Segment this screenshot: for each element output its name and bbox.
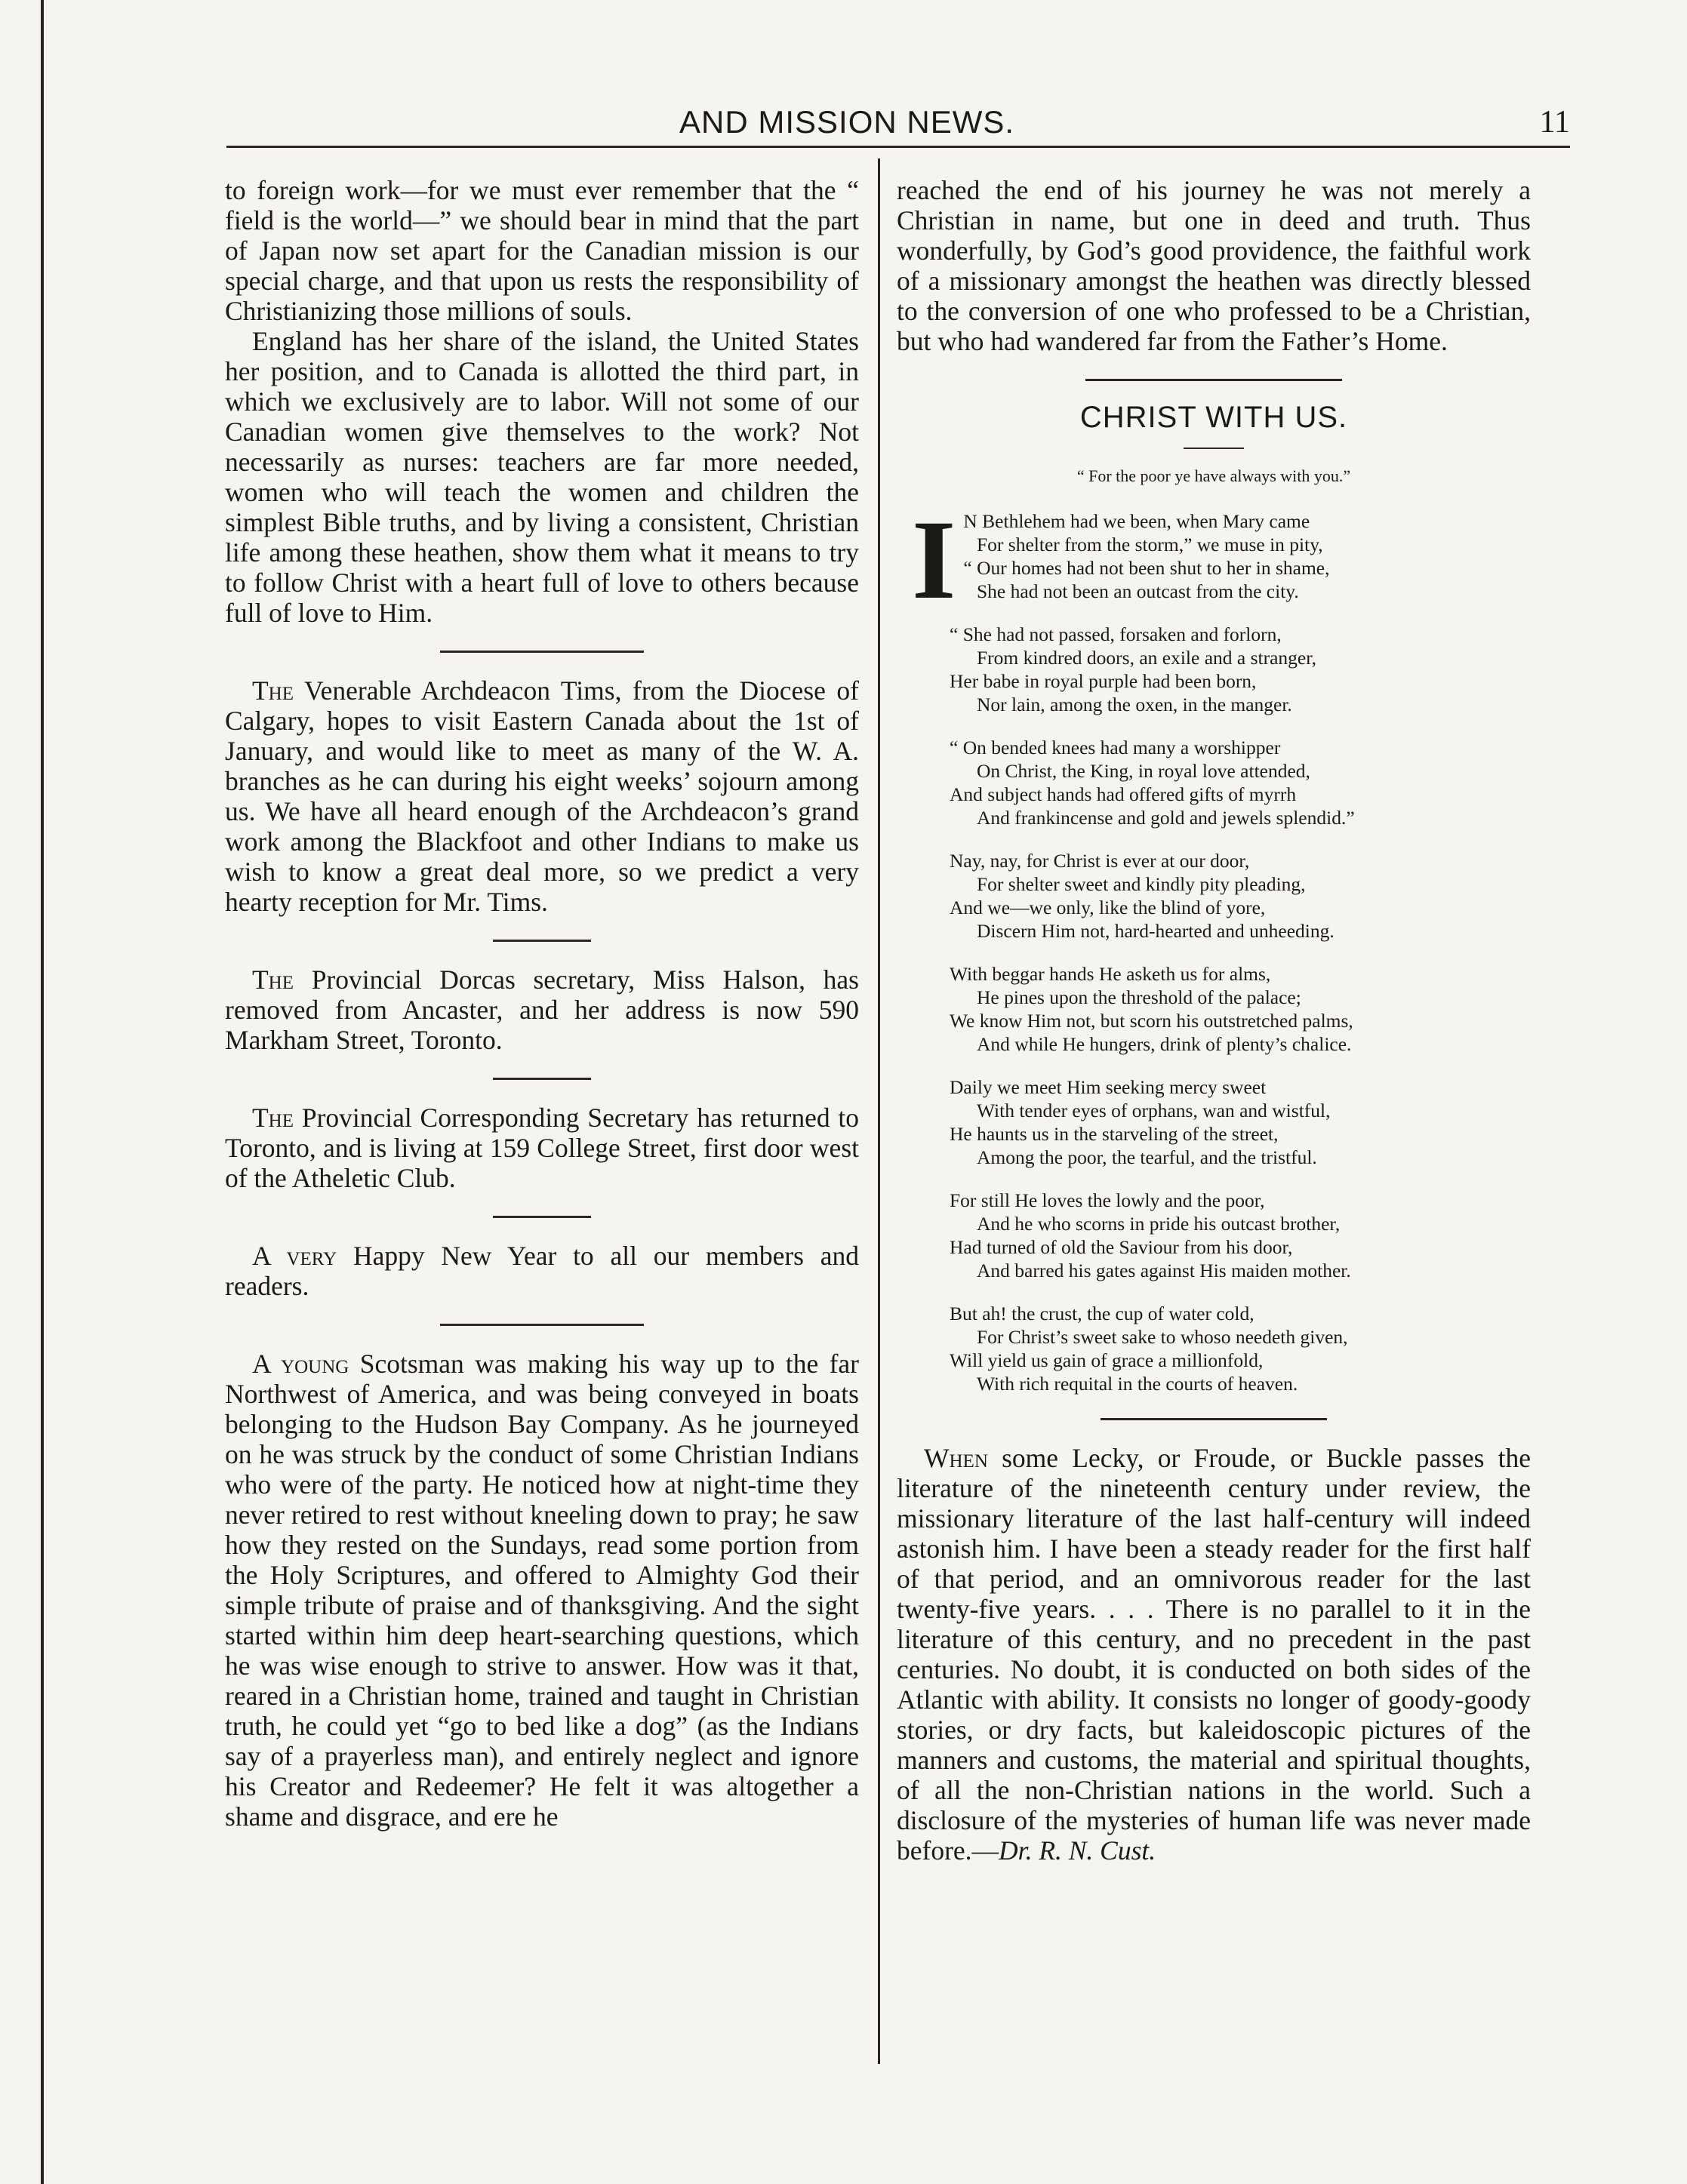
poem-line: And subject hands had offered gifts of myrrh: [950, 783, 1297, 805]
poem-line: He haunts us in the starveling of the street,: [950, 1123, 1279, 1145]
poem-line: For shelter from the storm,” we muse in pity,: [977, 534, 1323, 555]
poem-line: But ah! the crust, the cup of water cold,: [950, 1303, 1254, 1324]
poem-line: Will yield us gain of grace a millionfold,: [950, 1349, 1264, 1371]
paragraph-text: Provincial Dorcas secretary, Miss Halson, has removed from Ancaster, and her address is now 590 Markham Street, Toronto.: [225, 964, 859, 1055]
poem-line: With beggar hands He asketh us for alms,: [950, 963, 1271, 985]
poem-line: With rich requital in the courts of heaven.: [977, 1373, 1298, 1395]
poem-line: Her babe in royal purple had been born,: [950, 670, 1257, 692]
paragraph-new-year: [225, 1241, 859, 1301]
poem-line: Among the poor, the tearful, and the tristful.: [977, 1146, 1317, 1168]
poem-title: CHRIST WITH US.: [1079, 401, 1348, 434]
title-rule: [1184, 448, 1244, 449]
paragraph-text: Happy New Year to all our members and readers.: [225, 1241, 860, 1301]
poem-line: N Bethlehem had we been, when Mary came: [963, 510, 1310, 532]
poem-line: On Christ, the King, in royal love attended,: [977, 760, 1310, 782]
section-rule: [1085, 379, 1342, 381]
poem-line: Nay, nay, for Christ is ever at our door,: [950, 850, 1250, 872]
paragraph-dorcas-secretary: [225, 964, 859, 1055]
drop-cap: I: [912, 497, 956, 623]
column-divider: [878, 158, 880, 2064]
page-header: [226, 104, 1570, 142]
section-rule: [493, 1216, 591, 1218]
paragraph-corresponding-secretary: [225, 1103, 859, 1193]
lead-words: The: [252, 675, 294, 706]
poem-line: He pines upon the threshold of the palace;: [977, 986, 1301, 1008]
poem-line: And he who scorns in pride his outcast brother,: [977, 1213, 1341, 1235]
section-rule: [440, 651, 644, 653]
paragraph-text: some Lecky, or Froude, or Buckle passes the literature of the nineteenth century under review, the missionary literature of the last half-century will indeed astonish him. I have been a steady reader for the first half of that period, and an omnivorous reader for the last twenty-five years. . . . There is no parallel to it in the literature of this century, and no precedent in the past centuries. No doubt, it is conducted on both sides of the Atlantic with ability. It consists no longer of goody-goody stories, or dry facts, but kaleidoscopic pictures of the manners and customs, the material and spiritual thoughts, of all the non-Christian nations in the world. Such a disclosure of the mysteries of human life was never made before.—: [897, 1443, 1531, 1866]
poem-line: With tender eyes of orphans, wan and wistful,: [977, 1100, 1331, 1121]
poem-stanza-1: [912, 497, 1531, 623]
poem-stanza-8: [950, 1302, 1531, 1395]
paragraph-text: Venerable Archdeacon Tims, from the Diocese of Calgary, hopes to visit Eastern Canada about the 1st of January, and would like to meet as many of the W. A. branches as he can during his eight weeks’ sojourn among us. We have all heard enough of the Archdeacon’s grand work among the Blackfoot and other Indians to make us wish to know a great deal more, so we predict a very hearty reception for Mr. Tims.: [225, 675, 859, 917]
poem-stanza-5: [950, 962, 1531, 1056]
poem-line: And while He hungers, drink of plenty’s chalice.: [977, 1033, 1352, 1055]
poem-line: We know Him not, but scorn his outstretched palms,: [950, 1010, 1353, 1032]
right-column: [897, 175, 1531, 1866]
poem-stanza-7: [950, 1189, 1531, 1282]
paragraph-missionary-literature: [897, 1443, 1531, 1866]
poem-line: She had not been an outcast from the city.: [977, 580, 1299, 602]
section-rule: [493, 940, 591, 942]
paragraph-young-scotsman: [225, 1349, 859, 1832]
lead-words: The: [252, 1103, 294, 1133]
poem-line: For still He loves the lowly and the poor,: [950, 1189, 1265, 1211]
paragraph-archdeacon-tims: [225, 675, 859, 917]
poem-line: And barred his gates against His maiden mother.: [977, 1260, 1351, 1281]
poem-line: “ She had not passed, forsaken and forlorn,: [950, 623, 1282, 645]
poem-line: For Christ’s sweet sake to whoso needeth given,: [977, 1326, 1348, 1348]
paragraph-text: Provincial Corresponding Secretary has returned to Toronto, and is living at 159 College Street, first door west of the Atheletic Club.: [225, 1103, 860, 1193]
poem-line: And we—we only, like the blind of yore,: [950, 897, 1266, 918]
left-column: [225, 175, 859, 1832]
poem-line: Had turned of old the Saviour from his door,: [950, 1236, 1293, 1258]
poem-line: And frankincense and gold and jewels splendid.”: [977, 807, 1355, 829]
poem-line: From kindred doors, an exile and a stranger,: [977, 647, 1317, 669]
paragraph-text: Scotsman was making his way up to the far Northwest of America, and was being conveyed in boats belonging to the Hudson Bay Company. As he journeyed on he was struck by the conduct of some Christian Indians who were of the party. He noticed how at night-time they never retired to rest without kneeling down to pray; he saw how they rested on the Sundays, read some portion from the Holy Scriptures, and offered to Almighty God their simple tribute of praise and of thanksgiving. And the sight started within him deep heart-searching questions, which he was wise enough to strive to answer. How was it that, reared in a Christian home, trained and taught in Christian truth, he could yet “go to bed like a dog” (as the Indians say of a prayerless man), and entirely neglect and ignore his Creator and Redeemer? He felt it was altogether a shame and disgrace, and ere he: [225, 1349, 860, 1832]
poem-stanza-3: [950, 736, 1531, 829]
poem-line: Daily we meet Him seeking mercy sweet: [950, 1076, 1267, 1098]
header-rule: [226, 146, 1570, 148]
section-rule: [493, 1078, 591, 1080]
poem-line: For shelter sweet and kindly pity pleading,: [977, 873, 1306, 895]
page-number: 11: [1539, 105, 1570, 140]
section-rule: [440, 1324, 644, 1326]
poem-line: Discern Him not, hard-hearted and unheeding.: [977, 920, 1335, 942]
paragraph-journey-end: reached the end of his journey he was not merely a Christian in name, but one in deed and truth. Thus wonderfully, by God’s good providence, the faithful work of a missionary amongst the heathen was directly blessed to the conversion of one who professed to be a Christian, but who had wandered far from the Father’s Home.: [897, 175, 1531, 356]
paragraph-foreign-work: to foreign work—for we must ever remember that the “ field is the world—” we should bear in mind that the part of Japan now set apart for the Canadian mission is our special charge, and that upon us rests the responsibility of Christianizing those millions of souls.: [225, 175, 859, 326]
poem-stanza-6: [950, 1075, 1531, 1169]
poem-line: Nor lain, among the oxen, in the manger.: [977, 694, 1292, 715]
section-rule: [1101, 1418, 1327, 1420]
poem-stanza-4: [950, 849, 1531, 943]
running-head: AND MISSION NEWS.: [679, 104, 1015, 140]
poem-stanza-2: [950, 623, 1531, 716]
lead-words: A young: [252, 1349, 349, 1379]
signature: Dr. R. N. Cust.: [999, 1835, 1156, 1866]
lead-words: When: [924, 1443, 988, 1473]
poem-epigraph: “ For the poor ye have always with you.”: [1076, 466, 1351, 485]
lead-words: The: [252, 964, 294, 995]
poem-line: “ On bended knees had many a worshipper: [950, 737, 1281, 758]
page-edge-line: [41, 0, 44, 2184]
poem-line: “ Our homes had not been shut to her in shame,: [963, 557, 1330, 579]
paragraph-england: England has her share of the island, the United States her position, and to Canada is allotted the third part, in which we exclusively are to labor. Will not some of our Canadian women give themselves to the work? Not necessarily as nurses: teachers are far more needed, women who will teach the women and children the simplest Bible truths, and by living a consistent, Christian life among these heathen, show them what it means to try to follow Christ with a heart full of love to others because full of love to Him.: [225, 326, 859, 628]
lead-words: A very: [252, 1241, 337, 1271]
